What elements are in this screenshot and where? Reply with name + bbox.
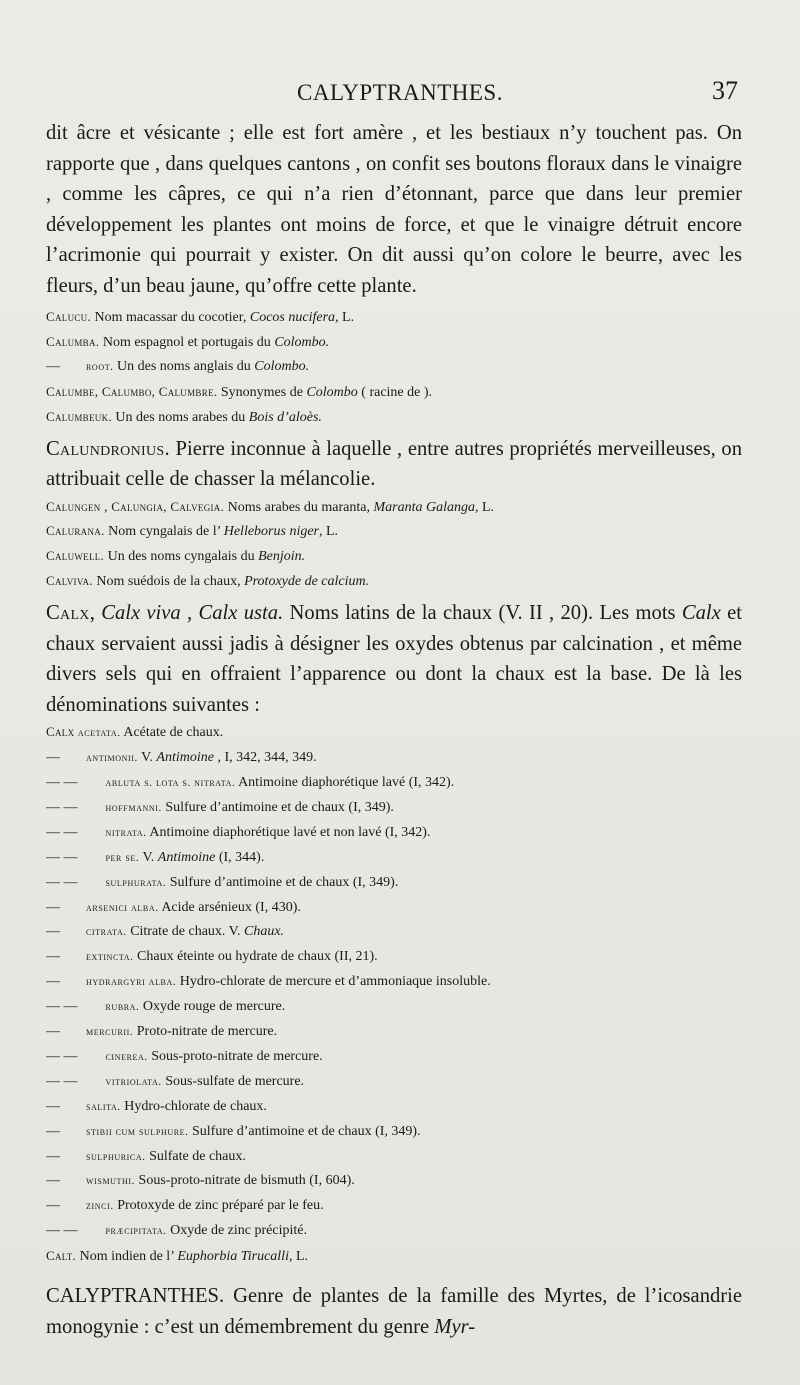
entry-dash: — [46, 1123, 60, 1139]
entry-text: Nom cyngalais de l’ [108, 524, 221, 540]
entry-dash: — [46, 949, 60, 965]
entry-subheading: wismuthi. [86, 1175, 136, 1188]
entry-dash: — [46, 924, 60, 940]
entry-subheading: sulphurica. [86, 1150, 146, 1163]
entry-headword: Caluwell. [46, 548, 105, 564]
entry-text: Proto-nitrate de mercure. [136, 1024, 278, 1040]
entry-text: Sulfate de chaux. [149, 1148, 246, 1164]
entry-after: , L. [319, 524, 339, 540]
calx-text-2: Les mots [599, 602, 676, 625]
entry-subheading: cinerea. [105, 1050, 148, 1063]
entry-after: , L. [288, 1249, 309, 1265]
entry-subheading: vitriolata. [105, 1075, 162, 1088]
calx-text-3: et chaux servaient aussi jadis à désigner les oxydes obtenus par calcination , et même divers sels qui en offraient l’apparence ou dont la chaux est la base. De là les dénominations suivantes : [46, 602, 742, 716]
entry-text: Antimoine diaphorétique lavé et non lavé (I, 342). [149, 824, 431, 840]
entry-text: Hydro-chlorate de chaux. [124, 1098, 267, 1114]
entry-subheading: citrata. [86, 926, 127, 939]
entry-dash: — — [46, 874, 78, 890]
calx-entry [46, 720, 742, 746]
entry-text: Un des noms arabes du [115, 409, 246, 425]
entry-text: Sous-proto-nitrate de bismuth (I, 604). [138, 1173, 355, 1189]
entry-text: V. [141, 750, 153, 766]
entry-subheading: abluta s. lota s. nitrata. [105, 776, 236, 789]
entry-text: Acétate de chaux. [123, 725, 224, 741]
calucu-entry [46, 380, 742, 405]
entry-text: Un des noms anglais du [117, 358, 251, 374]
calx-entry [46, 1020, 742, 1045]
entry-after: ( racine de ). [357, 384, 433, 400]
entry-dash: — [46, 1024, 60, 1040]
calx-entry [46, 771, 742, 796]
entry-italic: Cocos nucifera [249, 310, 336, 325]
entry-dash: — — [46, 824, 78, 840]
entry-text: Protoxyde de zinc préparé par le feu. [117, 1198, 324, 1214]
entry-italic: Colombo [306, 384, 358, 400]
page-number: 37 [712, 76, 738, 105]
entry-headword: Calviva. [46, 573, 93, 589]
entry-dash: — — [46, 849, 78, 865]
calx-entry [46, 871, 742, 896]
entry-dash: — [46, 750, 60, 766]
entry-headword: Calumbeuk. [46, 408, 112, 424]
entry-subheading: zinci. [86, 1200, 114, 1213]
entry-italic: Protoxyde de calcium. [244, 574, 370, 590]
definition-calundronius: Pierre inconnue à laquelle , entre autres propriétés merveilleuses, on attribuait celle de chasser la mélancolie. [46, 437, 742, 491]
entry-italic: Antimoine , [156, 750, 221, 766]
entry-italic: Bois d’aloès. [248, 409, 322, 425]
calx-entry [46, 1219, 742, 1244]
entry-text: Hydro-chlorate de mercure et d’ammoniaque insoluble. [179, 974, 491, 990]
entry-italic: Antimoine [157, 849, 216, 865]
entry-headword: Calx [46, 724, 75, 740]
calx-entry [46, 995, 742, 1020]
entry-text: Nom espagnol et portugais du [102, 334, 271, 350]
entry-subheading: mercurii. [86, 1026, 134, 1039]
calungen-entry [46, 569, 742, 594]
entry-subheading: rubra. [105, 1001, 140, 1014]
entry-text: Nom indien de l’ [79, 1249, 174, 1265]
entry-dash: — [46, 1148, 60, 1164]
entry-after: I, 342, 344, 349. [220, 750, 317, 766]
page-body [46, 118, 742, 1342]
entry-subheading: antimonii. [86, 752, 138, 765]
entry-subheading: extincta. [86, 951, 134, 964]
entry-italic: Benjoin. [258, 549, 306, 565]
entry-dash: — — [46, 1223, 78, 1239]
entry-italic: Colombo. [254, 358, 310, 374]
paragraph-calx: Calx, Calx viva , Calx usta. Noms latins de la chaux (V. II , 20). Les mots Calx et chaux servaient aussi jadis à désigner les oxydes obtenus par calcination , et même divers sels qui en offraient l’apparence ou dont la chaux est la base. De là les dénominations suivantes : [46, 602, 742, 716]
entry-italic: Chaux. [243, 924, 285, 940]
entry-subheading: præcipitata. [105, 1225, 167, 1238]
entry-text: Synonymes de [220, 384, 303, 400]
entry-text: Nom macassar du cocotier, [94, 310, 247, 325]
calx-entry [46, 1120, 742, 1145]
entry-text: Oxyde rouge de mercure. [142, 999, 286, 1015]
entries-calx-group [46, 720, 742, 1269]
entry-subheading: root. [86, 360, 114, 373]
entry-dash: — [46, 899, 60, 915]
calx-entry [46, 1070, 742, 1095]
entry-text: Sous-sulfate de mercure. [165, 1073, 305, 1089]
entries-calucu-group [46, 305, 742, 430]
calx-italic-2: Calx [681, 602, 721, 625]
calungen-entry [46, 544, 742, 569]
calx-definition: Noms latins de la chaux (V. II , 20). [289, 602, 594, 625]
calungen-entry [46, 519, 742, 544]
entry-dash: — [46, 1098, 60, 1114]
entry-text: Citrate de chaux. V. [130, 924, 241, 940]
entry-text: V. [142, 849, 155, 865]
entry-dash: — — [46, 774, 78, 790]
calx-entry [46, 970, 742, 995]
entry-subheading: stibii cum sulphure. [86, 1125, 189, 1138]
calucu-entry [46, 355, 742, 380]
entry-dash: — [46, 1173, 60, 1189]
entry-text: Nom suédois de la chaux, [96, 574, 241, 590]
calx-entry [46, 896, 742, 921]
entry-subheading: arsenici alba. [86, 901, 159, 914]
paragraph-calundronius [46, 434, 742, 495]
entry-headword: Calumbe, Calumbo, Calumbre. [46, 383, 218, 399]
headword-calyptranthes: CALYPTRANTHES. [46, 1285, 225, 1308]
entry-dash: — — [46, 799, 78, 815]
calx-synonyms: Calx viva , Calx usta. [101, 602, 284, 625]
entry-italic: Helleborus niger [223, 524, 319, 540]
entry-dash: — — [46, 1073, 78, 1089]
calx-entry [46, 920, 742, 945]
entry-italic: Colombo. [274, 334, 330, 350]
headword-calundronius: Calundronius. [46, 437, 170, 460]
entry-subheading: hydrargyri alba. [86, 976, 177, 989]
entry-dash: — [46, 358, 60, 374]
headword-calx: Calx [46, 602, 90, 625]
calucu-entry [46, 330, 742, 355]
entry-text: Sulfure d’antimoine et de chaux (I, 349). [191, 1123, 421, 1139]
calx-entry [46, 1145, 742, 1170]
calx-entry [46, 1194, 742, 1219]
calx-entry [46, 746, 742, 771]
entry-subheading: nitrata. [105, 826, 147, 839]
entry-text: Chaux éteinte ou hydrate de chaux (II, 21). [137, 949, 378, 965]
page-header [0, 76, 800, 116]
entry-italic: Maranta Galanga [373, 499, 475, 515]
entry-dash: — [46, 1198, 60, 1214]
calx-entry [46, 821, 742, 846]
entry-text: Sulfure d’antimoine et de chaux (I, 349). [169, 874, 399, 890]
entry-after: (I, 344). [215, 849, 265, 865]
entry-dash: — — [46, 999, 78, 1015]
running-title: CALYPTRANTHES. [297, 80, 503, 105]
entry-headword: Calurana. [46, 523, 105, 539]
entry-text: Oxyde de zinc précipité. [170, 1223, 307, 1239]
definition-calyptranthes-italic: Myr- [434, 1315, 476, 1338]
calx-entry [46, 846, 742, 871]
entry-subheading: salita. [86, 1100, 121, 1113]
calungen-entry [46, 495, 742, 520]
calx-entry [46, 1169, 742, 1194]
entry-headword: Calt. [46, 1248, 77, 1264]
entry-subheading: acetata. [77, 727, 121, 740]
calx-entry [46, 1244, 742, 1269]
calx-entry [46, 1095, 742, 1120]
entry-subheading: per se. [105, 851, 140, 864]
entry-headword: Calungen , Calungia, Calvegia. [46, 498, 225, 514]
definition-calyptranthes: Genre de plantes de la famille des Myrtes, de l’icosandrie monogynie : c’est un démembrement du genre [46, 1285, 743, 1338]
entry-after: , L. [474, 499, 495, 515]
entries-calungen-group [46, 495, 742, 595]
entry-text: Sous-proto-nitrate de mercure. [151, 1048, 323, 1064]
entry-dash: — [46, 974, 60, 990]
entry-text: Noms arabes du maranta, [227, 499, 370, 515]
calx-entry [46, 1045, 742, 1070]
calucu-entry [46, 305, 742, 330]
entry-after: , L. [335, 310, 355, 325]
calx-entry [46, 796, 742, 821]
calucu-entry [46, 405, 742, 430]
entry-text: Antimoine diaphorétique lavé (I, 342). [238, 774, 455, 790]
calx-entry [46, 945, 742, 970]
entry-subheading: hoffmanni. [105, 801, 162, 814]
entry-text: Acide arsénieux (I, 430). [161, 899, 301, 915]
entry-text: Sulfure d’antimoine et de chaux (I, 349). [165, 799, 394, 815]
entry-headword: Calumba. [46, 333, 100, 349]
entry-text: Un des noms cyngalais du [107, 549, 255, 565]
entry-subheading: sulphurata. [105, 876, 167, 889]
paragraph-continuation: dit âcre et vésicante ; elle est fort amère , et les bestiaux n’y touchent pas. On rapporte que , dans quelques cantons , on confit ses boutons floraux dans le vinaigre , comme les câpres, ce qui n’a rien d’étonnant, parce que dans leur premier développement les plantes ont moins de force, et que le vinaigre détruit encore l’acrimonie qui pourrait y exister. On dit aussi qu’on colore le beurre, avec les fleurs, d’un beau jaune, qu’offre cette plante. [46, 122, 742, 297]
paragraph-calyptranthes [46, 1281, 742, 1342]
entry-italic: Euphorbia Tirucalli [177, 1249, 289, 1265]
entry-dash: — — [46, 1048, 78, 1064]
entry-headword: Calucu. [46, 309, 92, 324]
